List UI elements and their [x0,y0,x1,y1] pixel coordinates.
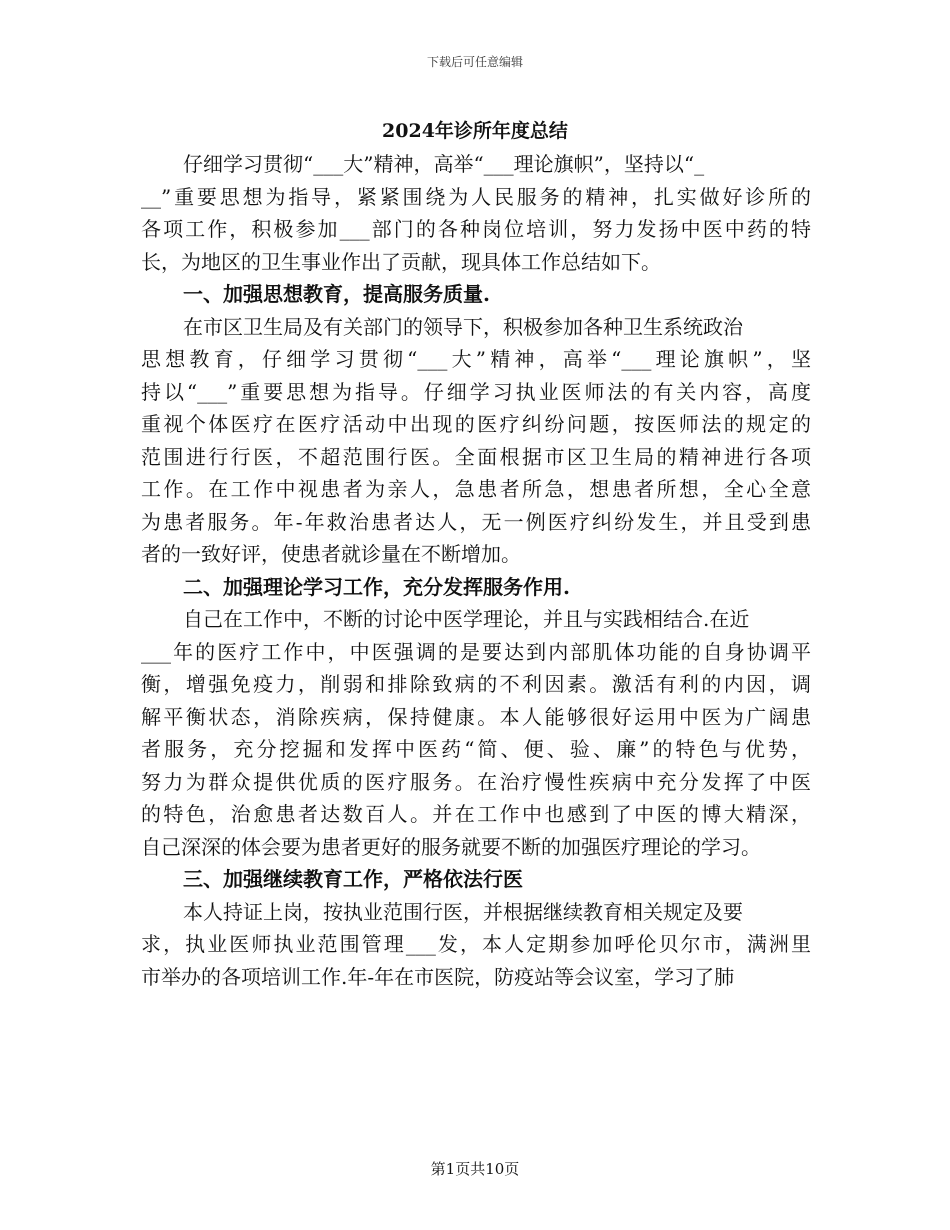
text-line: 范围进行行医，不超范围行医。全面根据市区卫生局的精神进行各项 [141,444,811,469]
text-line: 重视个体医疗在医疗活动中出现的医疗纠纷问题，按医师法的规定的 [141,412,811,436]
text-line: 衡，增强免疫力，削弱和排除致病的不利因素。激活有利的内因，调 [141,672,811,696]
section-heading [141,278,811,311]
text-line: 求，执业医师执业范围管理___发，本人定期参加呼伦贝尔市，满洲里 [141,932,811,956]
page-footer: 第1页共10页 [430,1160,520,1178]
text-line: 自己深深的体会要为患者更好的服务就要不断的加强医疗理论的学习。 [141,834,761,859]
text-line: 市举办的各项培训工作.年-年在市医院，防疫站等会议室，学习了肺 [141,964,735,989]
text-line: 一、加强思想教育，提高服务质量. [183,282,490,306]
paragraph [141,148,811,278]
document-body [141,148,811,993]
paragraph [141,603,811,863]
text-line: 解平衡状态，消除疾病，保持健康。本人能够很好运用中医为广阔患 [141,704,811,729]
text-line: 本人持证上岗，按执业范围行医，并根据继续教育相关规定及要 [183,899,743,924]
text-line: 各项工作，积极参加___部门的各种岗位培训，努力发扬中医中药的特 [141,217,811,241]
text-line: 自己在工作中，不断的讨论中医学理论，并且与实践相结合.在近 [183,607,750,631]
text-line: 持以“___”重要思想为指导。仔细学习执业医师法的有关内容，高度 [141,379,811,404]
text-line: 仔细学习贯彻“___大”精神，高举“___理论旗帜”，坚持以“_ [183,152,705,176]
text-line: 者服务，充分挖掘和发挥中医药“简、便、验、廉”的特色与优势， [141,737,811,761]
page-header: 下载后可任意编辑 [426,55,523,69]
paragraph [141,311,811,571]
section-heading [141,571,811,604]
text-line: 为患者服务。年-年救治患者达人，无一例医疗纠纷发生，并且受到患 [141,509,811,534]
text-line: __”重要思想为指导，紧紧围绕为人民服务的精神，扎实做好诊所的 [141,184,811,209]
section-heading [141,863,811,896]
paragraph [141,896,811,994]
text-line: 思想教育，仔细学习贯彻“___大”精神，高举“___理论旗帜”，坚 [141,347,811,371]
text-line: 三、加强继续教育工作，严格依法行医 [183,867,523,891]
document-title: 2024年诊所年度总结 [382,120,568,142]
text-line: 二、加强理论学习工作，充分发挥服务作用. [183,574,570,599]
text-line: ___年的医疗工作中，中医强调的是要达到内部肌体功能的自身协调平 [141,639,811,664]
text-line: 长，为地区的卫生事业作出了贡献，现具体工作总结如下。 [141,249,661,274]
text-line: 工作。在工作中视患者为亲人，急患者所急，想患者所想，全心全意 [141,477,811,501]
text-line: 努力为群众提供优质的医疗服务。在治疗慢性疾病中充分发挥了中医 [141,769,811,794]
text-line: 者的一致好评，使患者就诊量在不断增加。 [141,542,521,566]
text-line: 的特色，治愈患者达数百人。并在工作中也感到了中医的博大精深， [141,802,811,826]
text-line: 在市区卫生局及有关部门的领导下，积极参加各种卫生系统政治 [183,314,743,339]
